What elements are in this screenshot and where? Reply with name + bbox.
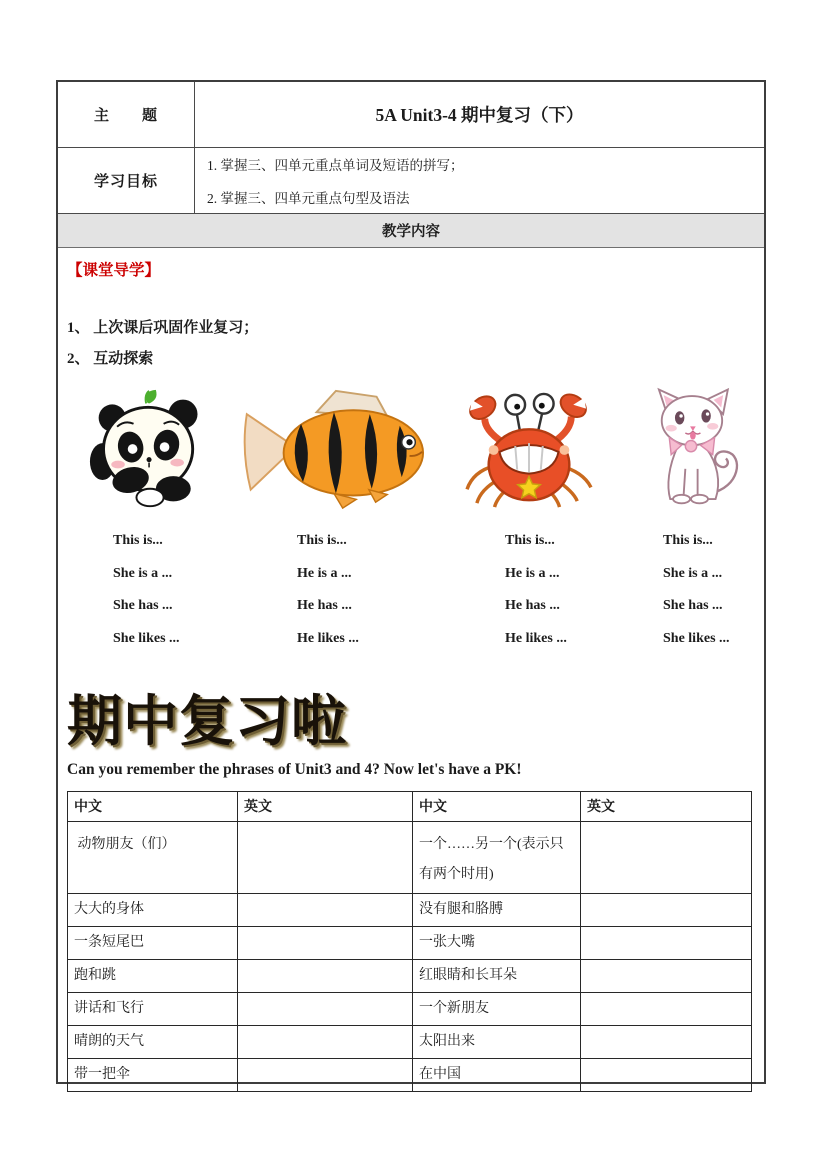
worksheet-frame bbox=[56, 80, 766, 1084]
table-row bbox=[68, 1025, 752, 1058]
phrase-line: She likes ... bbox=[113, 630, 180, 646]
page-title: 5A Unit3-4 期中复习（下） bbox=[375, 105, 584, 125]
step-1: 1、 上次课后巩固作业复习； bbox=[67, 320, 259, 336]
phrase-line: This is... bbox=[505, 533, 555, 548]
table-cell-answer[interactable] bbox=[581, 821, 752, 893]
table-cell: 没有腿和胳膊 bbox=[413, 893, 581, 926]
col-header-chinese-2: 中文 bbox=[413, 791, 581, 821]
objectives-label: 学习目标 bbox=[58, 148, 195, 213]
table-cell: 大大的身体 bbox=[68, 893, 238, 926]
phrase-line: He is a ... bbox=[505, 565, 560, 581]
table-cell: 晴朗的天气 bbox=[68, 1025, 238, 1058]
table-cell: 在中国 bbox=[413, 1058, 581, 1091]
phrase-line: She has ... bbox=[663, 598, 723, 613]
cat-image bbox=[627, 381, 755, 517]
phrase-line: This is... bbox=[297, 533, 347, 548]
table-cell-answer[interactable] bbox=[581, 1058, 752, 1091]
table-row bbox=[68, 926, 752, 959]
table-cell-answer[interactable] bbox=[581, 893, 752, 926]
table-cell: 一张大嘴 bbox=[413, 926, 581, 959]
objective-1: 1. 掌握三、四单元重点单词及短语的拼写； bbox=[207, 158, 464, 173]
topic-row bbox=[58, 82, 764, 148]
table-row bbox=[68, 992, 752, 1025]
objectives-list bbox=[195, 148, 764, 213]
lesson-content bbox=[58, 248, 764, 1092]
objectives-row bbox=[58, 148, 764, 214]
steps bbox=[67, 313, 755, 375]
table-row bbox=[68, 959, 752, 992]
table-cell: 红眼睛和长耳朵 bbox=[413, 959, 581, 992]
phrase-line: She is a ... bbox=[663, 565, 723, 581]
topic-label: 主 题 bbox=[58, 82, 195, 147]
table-cell-answer[interactable] bbox=[581, 926, 752, 959]
table-header-row bbox=[68, 791, 752, 821]
phrase-line: She is a ... bbox=[113, 565, 173, 581]
table-row bbox=[68, 821, 752, 893]
pk-prompt: Can you remember the phrases of Unit3 and 4? Now let's have a PK! bbox=[67, 760, 522, 778]
phrase-line: He has ... bbox=[505, 598, 560, 613]
table-cell-answer[interactable] bbox=[238, 926, 413, 959]
table-cell: 太阳出来 bbox=[413, 1025, 581, 1058]
table-cell: 一条短尾巴 bbox=[68, 926, 238, 959]
table-cell-answer[interactable] bbox=[238, 1058, 413, 1091]
col-header-chinese-1: 中文 bbox=[68, 791, 238, 821]
phrase-lines bbox=[627, 525, 755, 655]
table-cell: 跑和跳 bbox=[68, 959, 238, 992]
table-cell: 带一把伞 bbox=[68, 1058, 238, 1091]
table-cell-answer[interactable] bbox=[238, 992, 413, 1025]
phrase-line: This is... bbox=[113, 533, 163, 548]
table-cell-answer[interactable] bbox=[581, 959, 752, 992]
phrase-line: He is a ... bbox=[297, 565, 352, 581]
table-cell-answer[interactable] bbox=[581, 1025, 752, 1058]
phrase-lines bbox=[67, 525, 235, 655]
phrase-line: He likes ... bbox=[297, 630, 359, 646]
fish-image bbox=[235, 381, 431, 517]
animal-column-panda bbox=[67, 381, 235, 655]
step-2: 2、 互动探索 bbox=[67, 351, 154, 367]
phrase-line: He has ... bbox=[297, 598, 352, 613]
table-cell: 一个……另一个(表示只有两个时用) bbox=[413, 821, 581, 893]
phrase-lines bbox=[235, 525, 431, 655]
table-cell-answer[interactable] bbox=[238, 959, 413, 992]
panda-image bbox=[67, 381, 235, 517]
section-title: 【课堂导学】 bbox=[67, 262, 161, 279]
animal-column-cat bbox=[627, 381, 755, 655]
col-header-english-2: 英文 bbox=[581, 791, 752, 821]
table-cell-answer[interactable] bbox=[581, 992, 752, 1025]
phrase-line: He likes ... bbox=[505, 630, 567, 646]
teaching-content-banner: 教学内容 bbox=[58, 214, 764, 248]
table-cell: 讲话和飞行 bbox=[68, 992, 238, 1025]
animal-column-crab bbox=[431, 381, 627, 655]
table-cell-answer[interactable] bbox=[238, 821, 413, 893]
phrase-lines bbox=[431, 525, 627, 655]
wordart-title: 期中复习啦 bbox=[67, 689, 348, 753]
table-row bbox=[68, 1058, 752, 1091]
objective-2: 2. 掌握三、四单元重点句型及语法 bbox=[207, 191, 410, 206]
animals-grid bbox=[67, 381, 755, 655]
table-cell-answer[interactable] bbox=[238, 1025, 413, 1058]
col-header-english-1: 英文 bbox=[238, 791, 413, 821]
table-cell-answer[interactable] bbox=[238, 893, 413, 926]
phrase-line: She has ... bbox=[113, 598, 173, 613]
phrase-line: She likes ... bbox=[663, 630, 730, 646]
crab-image bbox=[431, 381, 627, 517]
phrase-line: This is... bbox=[663, 533, 713, 548]
table-row bbox=[68, 893, 752, 926]
table-cell: 动物朋友（们） bbox=[68, 821, 238, 893]
phrase-table bbox=[67, 791, 752, 1092]
table-cell: 一个新朋友 bbox=[413, 992, 581, 1025]
animal-column-fish bbox=[235, 381, 431, 655]
